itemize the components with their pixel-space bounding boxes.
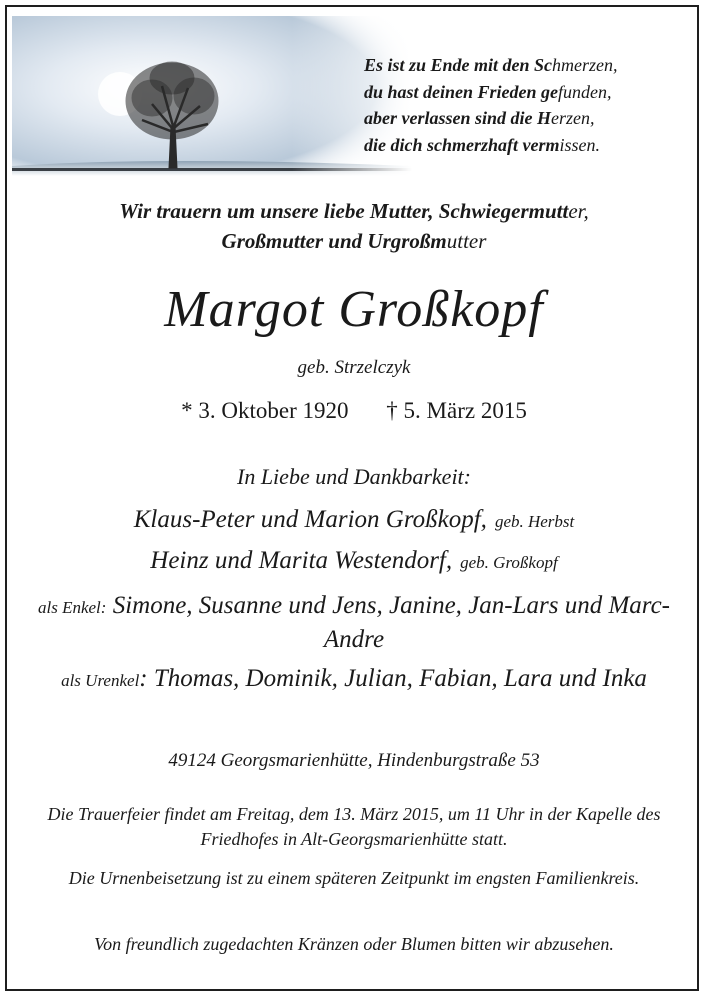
family-line: Heinz und Marita Westendorf, geb. Großkopf: [150, 547, 558, 574]
poem-line: Es ist zu Ende mit den Schmerzen,: [364, 55, 618, 75]
poem: [364, 52, 694, 158]
grandchildren-label: als Enkel:: [37, 598, 107, 617]
great-grandchildren-names: : Thomas, Dominik, Julian, Fabian, Lara und Inka: [139, 665, 647, 692]
deceased-name: Margot Großkopf: [164, 281, 544, 338]
flowers-note: Von freundlich zugedachten Kränzen oder Blumen bitten wir abzusehen.: [94, 934, 614, 954]
tree-landscape-image: [12, 16, 412, 184]
birth-date: * 3. Oktober 1920: [181, 398, 349, 423]
urn-burial: Die Urnenbeisetzung ist zu einem späteren Zeitpunkt im engsten Familienkreis.: [68, 868, 640, 888]
mourners-intro: In Liebe und Dankbarkeit:: [237, 464, 471, 489]
poem-line: du hast deinen Frieden gefunden,: [364, 81, 612, 102]
grandchildren-names: Simone, Susanne und Jens, Janine, Jan-Lars und Marc-Andre: [112, 592, 670, 653]
life-dates: [10, 396, 698, 426]
grandchildren: [10, 590, 698, 656]
great-grandchildren-label: als Urenkel: [61, 671, 140, 690]
poem-line: die dich schmerzhaft vermissen.: [364, 134, 600, 155]
death-date: † 5. März 2015: [386, 398, 527, 423]
great-grandchildren: [10, 663, 698, 697]
poem-line: aber verlassen sind die Herzen,: [364, 108, 595, 128]
address: 49124 Georgsmarienhütte, Hindenburgstraße 53: [168, 750, 540, 771]
family-line: Klaus-Peter und Marion Großkopf, geb. Herbst: [133, 506, 575, 533]
funeral-service: Die Trauerfeier findet am Freitag, dem 13. März 2015, um 11 Uhr in der Kapelle des Friedhofes in Alt-Georgsmarienhütte statt.: [47, 804, 661, 849]
announcement: Wir trauern um unsere liebe Mutter, Schwiegermutter, Großmutter und Urgroßmutter: [119, 199, 589, 253]
birth-name: geb. Strzelczyk: [297, 357, 411, 378]
